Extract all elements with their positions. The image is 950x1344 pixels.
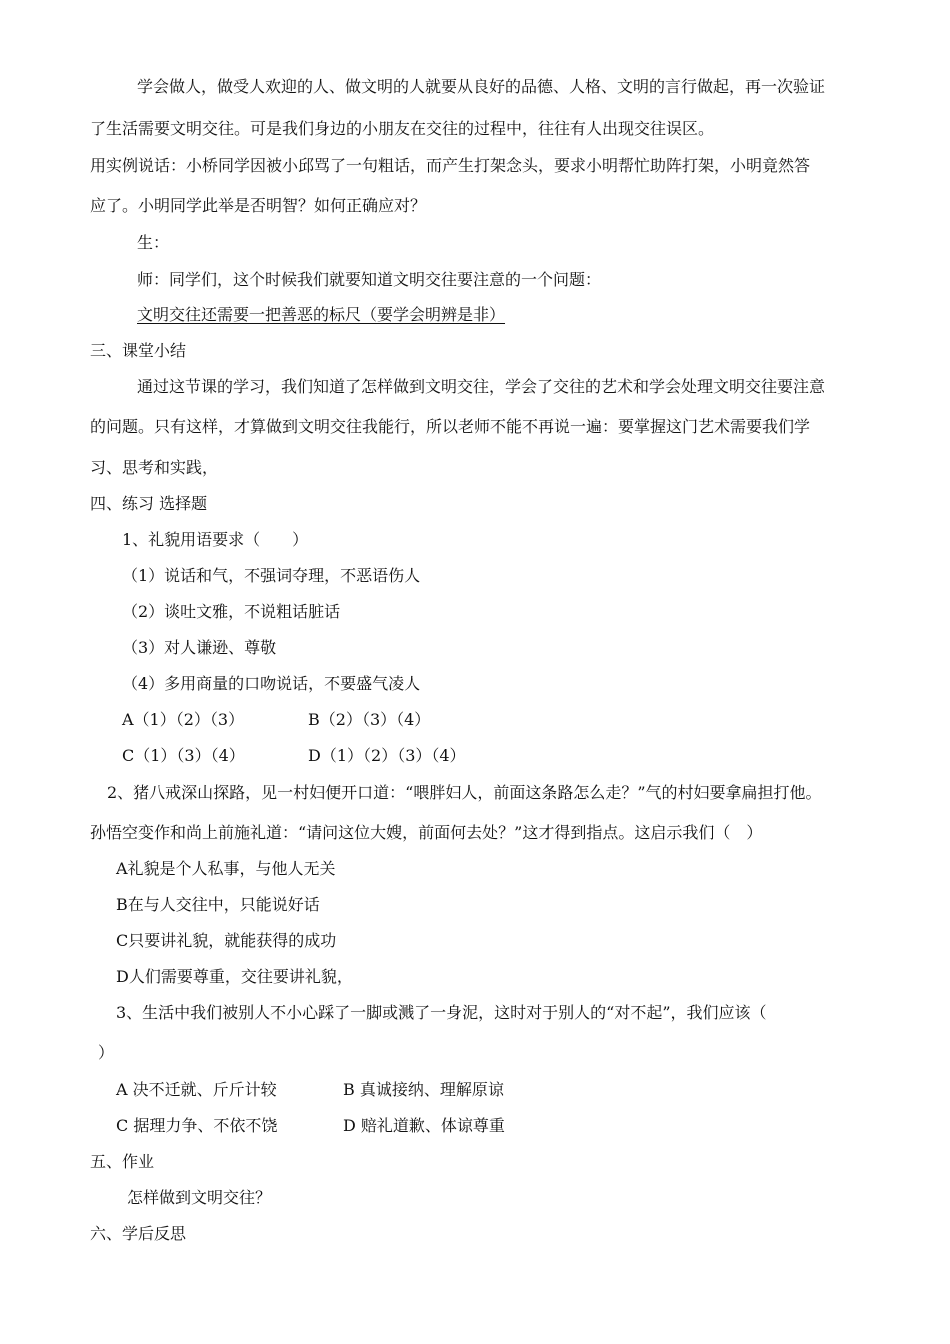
q2-option-a: A礼貌是个人私事，与他人无关: [116, 859, 336, 878]
q2-stem-line-2: 孙悟空变作和尚上前施礼道：“请问这位大嫂，前面何去处？”这才得到指点。这启示我们（ ）: [90, 823, 763, 842]
student-line: 生：: [137, 233, 170, 252]
homework-heading: 五、作业: [90, 1152, 155, 1171]
q1-option-b: B（2）（3）（4）: [308, 710, 431, 729]
example-paragraph-line-2: 应了。小明同学此举是否明智？如何正确应对？: [90, 196, 427, 215]
summary-line-1: 通过这节课的学习，我们知道了怎样做到文明交往，学会了交往的艺术和学会处理文明交往要注意: [137, 377, 826, 396]
q1-option-d: D（1）（2）（3）（4）: [308, 746, 466, 765]
q2-option-b: B在与人交往中，只能说好话: [116, 895, 320, 914]
q1-item-3: （3）对人谦逊、尊敬: [122, 638, 277, 657]
q3-stem-line-1: 3、生活中我们被别人不小心踩了一脚或溅了一身泥，这时对于别人的“对不起”，我们应该（: [116, 1003, 767, 1022]
reflection-heading: 六、学后反思: [90, 1224, 187, 1243]
intro-paragraph-line-2: 了生活需要文明交往。可是我们身边的小朋友在交往的过程中，往往有人出现交往误区。: [90, 119, 715, 138]
q1-item-1: （1）说话和气，不强词夺理，不恶语伤人: [122, 566, 421, 585]
practice-heading: 四、练习 选择题: [90, 494, 208, 513]
q1-option-a: A（1）（2）（3）: [122, 710, 245, 729]
summary-line-2: 的问题。只有这样，才算做到文明交往我能行，所以老师不能不再说一遍：要掌握这门艺术需要我们学: [90, 417, 811, 436]
q3-option-d: D 赔礼道歉、体谅尊重: [343, 1116, 505, 1135]
q1-option-c: C（1）（3）（4）: [122, 746, 245, 765]
key-point: 文明交往还需要一把善恶的标尺（要学会明辨是非）: [137, 305, 506, 324]
homework-question: 怎样做到文明交往？: [127, 1188, 272, 1207]
summary-line-3: 习、思考和实践，: [90, 458, 219, 477]
summary-heading: 三、课堂小结: [90, 341, 187, 360]
example-paragraph-line-1: 用实例说话：小桥同学因被小邱骂了一句粗话，而产生打架念头，要求小明帮忙助阵打架，小明竟然答: [90, 156, 811, 175]
q1-stem: 1、礼貌用语要求（ ）: [122, 530, 309, 549]
q2-option-c: C只要讲礼貌，就能获得的成功: [116, 931, 337, 950]
q3-option-c: C 据理力争、不依不饶: [116, 1116, 278, 1135]
q2-option-d: D人们需要尊重，交往要讲礼貌，: [116, 967, 353, 986]
q1-item-2: （2）谈吐文雅，不说粗话脏话: [122, 602, 341, 621]
q1-item-4: （4）多用商量的口吻说话，不要盛气凌人: [122, 674, 421, 693]
q3-option-a: A 决不迁就、斤斤计较: [116, 1080, 277, 1099]
q3-option-b: B 真诚接纳、理解原谅: [343, 1080, 504, 1099]
q3-stem-line-2: ）: [98, 1043, 115, 1062]
intro-paragraph-line-1: 学会做人，做受人欢迎的人、做文明的人就要从良好的品德、人格、文明的言行做起，再一次验证: [137, 77, 826, 96]
teacher-line: 师：同学们，这个时候我们就要知道文明交往要注意的一个问题：: [137, 270, 602, 289]
q2-stem-line-1: 2、猪八戒深山探路，见一村妇便开口道：“喂胖妇人，前面这条路怎么走？”气的村妇要拿扁担打他。: [107, 783, 822, 802]
